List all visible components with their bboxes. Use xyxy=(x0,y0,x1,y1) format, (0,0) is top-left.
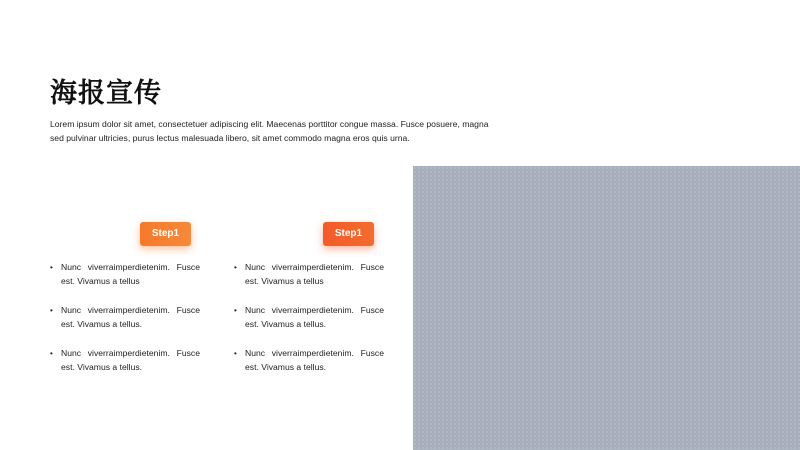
bullet-dot-icon: • xyxy=(50,306,53,315)
bullet-list-2 xyxy=(234,261,384,390)
list-item xyxy=(50,261,200,304)
bullet-dot-icon: • xyxy=(50,263,53,272)
list-item-text: Nunc viverraimperdietenim. Fusce est. Vivamus a tellus. xyxy=(61,305,200,329)
list-item-text: Nunc viverraimperdietenim. Fusce est. Vivamus a tellus. xyxy=(245,348,384,372)
list-item xyxy=(234,304,384,347)
list-item xyxy=(234,347,384,390)
list-item xyxy=(50,304,200,347)
bullet-list-1 xyxy=(50,261,200,390)
list-item xyxy=(234,261,384,304)
list-item xyxy=(50,347,200,390)
page-title: 海报宣传 xyxy=(50,78,162,109)
list-item-text: Nunc viverraimperdietenim. Fusce est. Vivamus a tellus. xyxy=(245,305,384,329)
bullet-dot-icon: • xyxy=(234,263,237,272)
step-badge-1: Step1 xyxy=(140,222,191,246)
bullet-dot-icon: • xyxy=(234,349,237,358)
image-placeholder xyxy=(413,166,800,450)
list-item-text: Nunc viverraimperdietenim. Fusce est. Vivamus a tellus xyxy=(61,262,200,286)
step-badge-2: Step1 xyxy=(323,222,374,246)
list-item-text: Nunc viverraimperdietenim. Fusce est. Vivamus a tellus. xyxy=(61,348,200,372)
page-subtitle: Lorem ipsum dolor sit amet, consectetuer adipiscing elit. Maecenas porttitor congue massa. Fusce posuere, magna sed pulvinar ultricies, purus lectus malesuada libero, sit amet commodo magna eros quis urna. xyxy=(50,119,489,143)
list-item-text: Nunc viverraimperdietenim. Fusce est. Vivamus a tellus xyxy=(245,262,384,286)
bullet-dot-icon: • xyxy=(234,306,237,315)
bullet-dot-icon: • xyxy=(50,349,53,358)
